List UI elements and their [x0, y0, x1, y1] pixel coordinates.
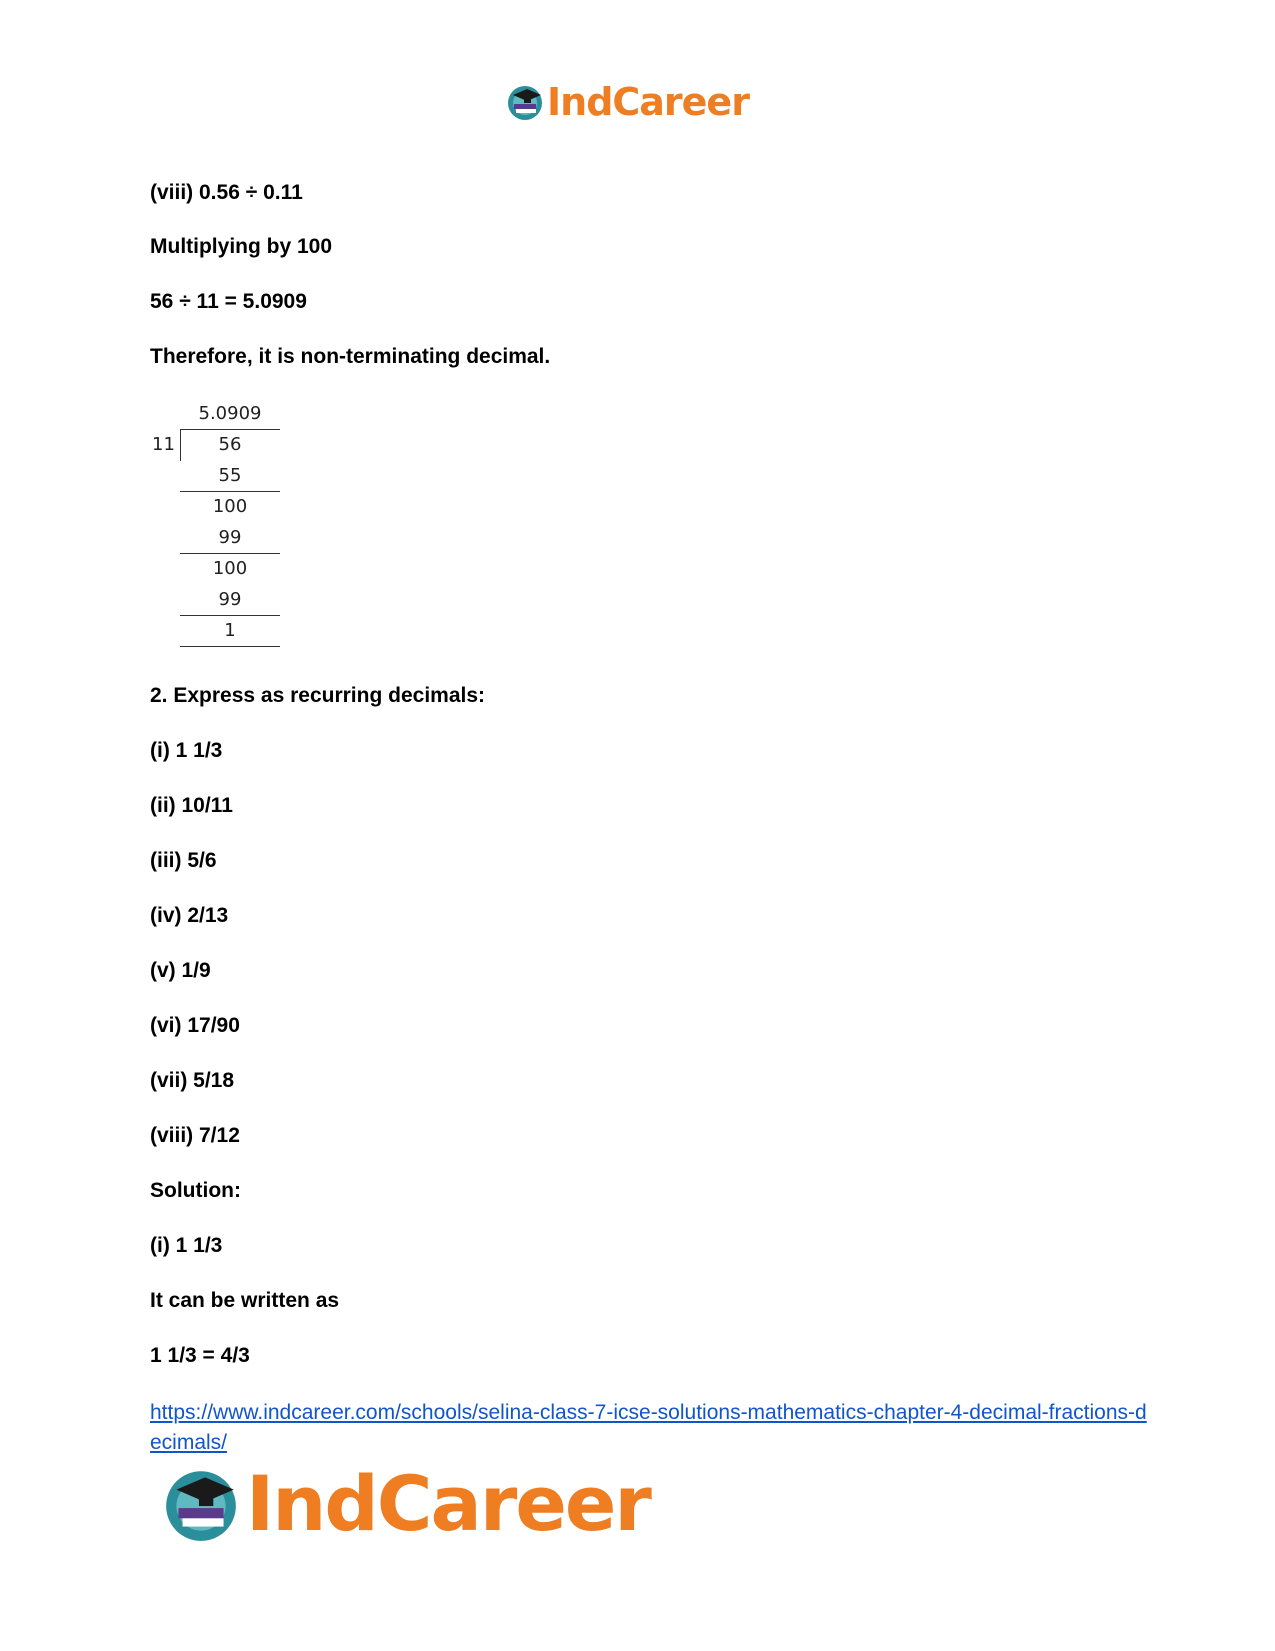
- division-row: 56: [218, 434, 242, 455]
- graduation-cap-books-icon: [505, 82, 545, 122]
- division-row: 99: [218, 589, 242, 610]
- division-rule: [180, 491, 280, 492]
- long-division: [150, 402, 290, 652]
- q8-step2: 56 ÷ 11 = 5.0909: [150, 290, 307, 313]
- division-row: 55: [218, 465, 242, 486]
- header-logo: [505, 82, 749, 122]
- graduation-cap-books-icon: [160, 1463, 242, 1545]
- division-bottom-rule: [180, 646, 280, 647]
- header-logo-text: IndCareer: [547, 80, 749, 124]
- q2-item: (vi) 17/90: [150, 1014, 240, 1037]
- source-link[interactable]: https://www.indcareer.com/schools/selina-class-7-icse-solutions-mathematics-chapter-4-decimal-fractions-decimals/: [150, 1401, 1147, 1454]
- division-rule: [180, 553, 280, 554]
- q8-step1: Multiplying by 100: [150, 235, 333, 258]
- division-rule: [180, 615, 280, 616]
- division-row: 1: [224, 620, 236, 641]
- q2-item: (iii) 5/6: [150, 849, 217, 872]
- division-quotient: 5.0909: [198, 403, 262, 424]
- division-top-rule: [180, 429, 280, 430]
- sol-i-step2: 1 1/3 = 4/3: [150, 1344, 250, 1367]
- q2-item: (ii) 10/11: [150, 794, 233, 817]
- q2-item: (vii) 5/18: [150, 1069, 235, 1092]
- division-row: 100: [212, 496, 248, 517]
- q2-item: (iv) 2/13: [150, 904, 229, 927]
- q2-item: (v) 1/9: [150, 959, 211, 982]
- division-row: 99: [218, 527, 242, 548]
- q2-title: 2. Express as recurring decimals:: [150, 684, 486, 707]
- sol-i-step1: It can be written as: [150, 1289, 340, 1312]
- sol-i-title: (i) 1 1/3: [150, 1234, 223, 1257]
- division-divisor: 11: [152, 434, 175, 455]
- division-row: 100: [212, 558, 248, 579]
- footer-logo-text: IndCareer: [246, 1459, 650, 1548]
- q2-item: (viii) 7/12: [150, 1124, 240, 1147]
- q2-item: (i) 1 1/3: [150, 739, 223, 762]
- q8-conclusion: Therefore, it is non-terminating decimal.: [150, 345, 551, 368]
- q8-title: (viii) 0.56 ÷ 0.11: [150, 181, 303, 204]
- footer-logo: [160, 1459, 650, 1548]
- solution-label: Solution:: [150, 1179, 241, 1202]
